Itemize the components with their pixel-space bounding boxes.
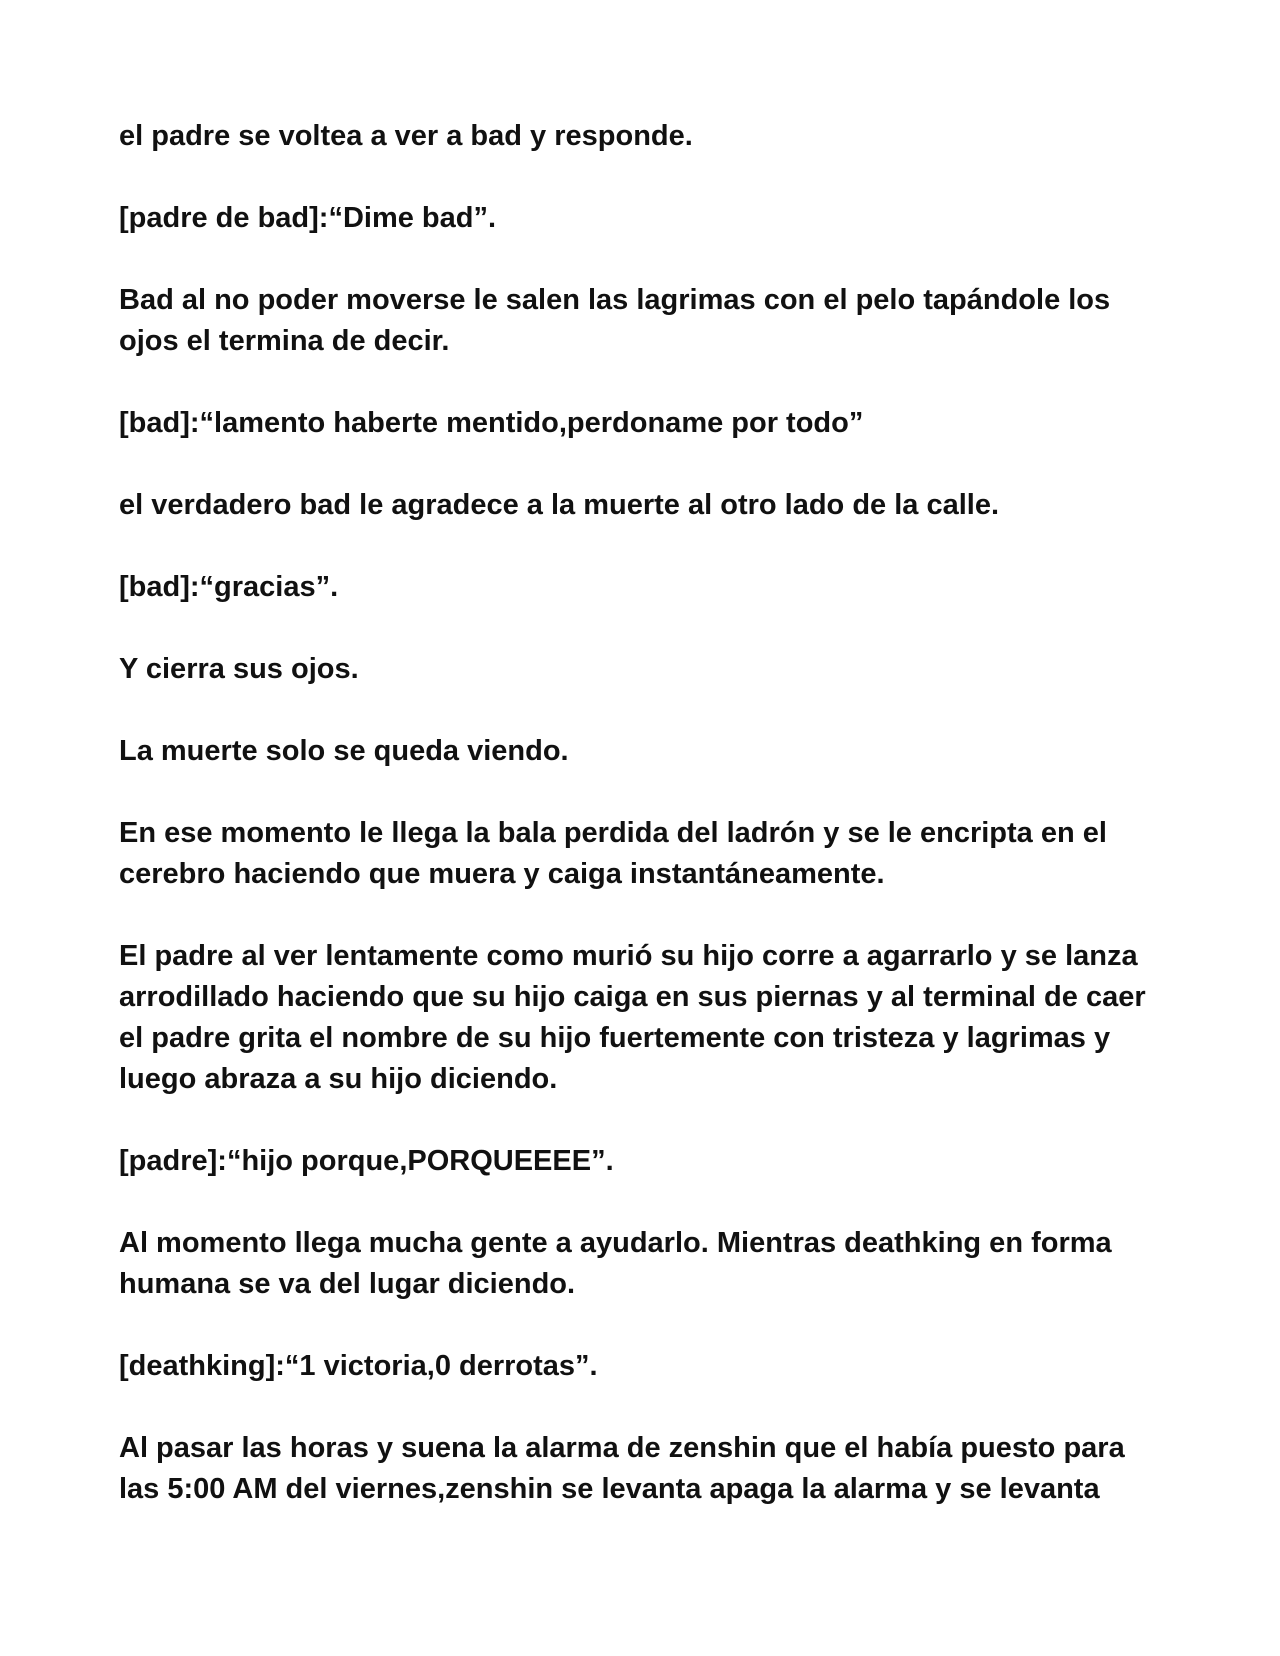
text-line: El padre al ver lentamente como murió su hijo corre a agarrarlo y se lanza [119, 940, 1138, 972]
text-line: el verdadero bad le agradece a la muerte al otro lado de la calle. [119, 489, 1000, 521]
text-line: el padre se voltea a ver a bad y responde. [119, 120, 693, 152]
text-line: [bad]:“lamento haberte mentido,perdoname por todo” [119, 407, 864, 439]
text-line: Y cierra sus ojos. [119, 653, 359, 685]
paragraph [119, 280, 1169, 362]
text-line: arrodillado haciendo que su hijo caiga en sus piernas y al terminal de caer [119, 981, 1146, 1013]
paragraph [119, 1223, 1169, 1305]
text-line: Bad al no poder moverse le salen las lagrimas con el pelo tapándole los [119, 284, 1111, 316]
dialogue-paragraph [119, 1346, 1169, 1387]
text-line: [padre de bad]:“Dime bad”. [119, 202, 497, 234]
text-line: [deathking]:“1 victoria,0 derrotas”. [119, 1350, 598, 1382]
dialogue-paragraph [119, 567, 1169, 608]
text-line: [padre]:“hijo porque,PORQUEEEE”. [119, 1145, 614, 1177]
paragraph [119, 649, 1169, 690]
paragraph [119, 116, 1169, 157]
dialogue-paragraph [119, 403, 1169, 444]
text-line: ojos el termina de decir. [119, 325, 450, 357]
text-line: luego abraza a su hijo diciendo. [119, 1063, 558, 1095]
paragraph [119, 1428, 1169, 1510]
text-line: [bad]:“gracias”. [119, 571, 339, 603]
paragraph [119, 813, 1169, 895]
paragraph [119, 731, 1169, 772]
paragraph [119, 936, 1169, 1100]
text-line: Al momento llega mucha gente a ayudarlo. Mientras deathking en forma [119, 1227, 1112, 1259]
paragraph [119, 485, 1169, 526]
text-line: En ese momento le llega la bala perdida del ladrón y se le encripta en el [119, 817, 1107, 849]
text-line: Al pasar las horas y suena la alarma de zenshin que el había puesto para [119, 1432, 1125, 1464]
text-line: La muerte solo se queda viendo. [119, 735, 569, 767]
dialogue-paragraph [119, 198, 1169, 239]
document-body [119, 116, 1169, 1551]
text-line: el padre grita el nombre de su hijo fuertemente con tristeza y lagrimas y [119, 1022, 1111, 1054]
text-line: cerebro haciendo que muera y caiga instantáneamente. [119, 858, 885, 890]
text-line: humana se va del lugar diciendo. [119, 1268, 576, 1300]
text-line: las 5:00 AM del viernes,zenshin se levanta apaga la alarma y se levanta [119, 1473, 1100, 1505]
dialogue-paragraph [119, 1141, 1169, 1182]
